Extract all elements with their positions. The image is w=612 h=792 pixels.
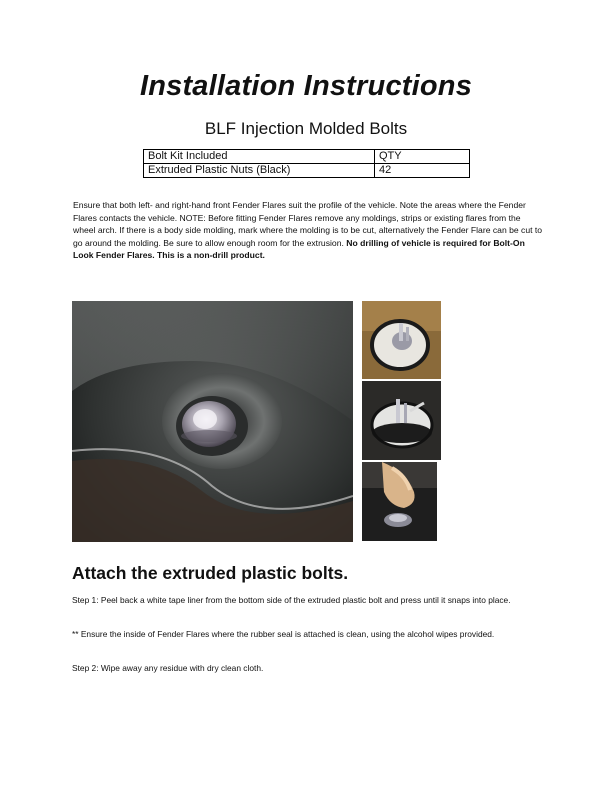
- page-subtitle: BLF Injection Molded Bolts: [204, 119, 408, 138]
- note-text: ** Ensure the inside of Fender Flares where the rubber seal is attached is clean, using the alcohol wipes provided.: [72, 629, 495, 639]
- table-header-item: Bolt Kit Included: [144, 150, 375, 164]
- page-title: Installation Instructions: [139, 70, 473, 102]
- intro-bold-text: No drilling of vehicle is required for Bolt-On Look Fender Flares. This is a non-drill product.: [73, 237, 525, 261]
- table-row: [144, 164, 470, 178]
- step-2-text: Step 2: Wipe away any residue with dry clean cloth.: [72, 663, 264, 673]
- table-header-row: [144, 150, 470, 164]
- step-1-text: Step 1: Peel back a white tape liner from the bottom side of the extruded plastic bolt and press until it snaps into place.: [72, 595, 511, 605]
- intro-text: Ensure that both left- and right-hand front Fender Flares suit the profile of the vehicle. Note the areas where the Fender Flares contacts the vehicle. NOTE: Before fitting Fender Flares remove any moldings, strips or existing flares from the wheel arch. If there is a body side molding, mark where the molding is to be cut, alternatively the Fender Flare can be cut to go around the molding. Be sure to allow enough room for the extrusion.: [73, 200, 543, 248]
- bolt-closeup-photo-2: [362, 381, 441, 460]
- section-heading: Attach the extruded plastic bolts.: [72, 563, 349, 583]
- table-cell-item: Extruded Plastic Nuts (Black): [144, 164, 375, 178]
- bolt-press-photo: [362, 462, 437, 541]
- table-header-qty: QTY: [375, 150, 470, 164]
- intro-paragraph: [73, 199, 543, 262]
- fender-flare-bolt-photo: [72, 301, 353, 542]
- bolt-kit-table: [143, 149, 470, 178]
- bolt-closeup-photo-1: [362, 301, 441, 379]
- table-cell-qty: 42: [375, 164, 470, 178]
